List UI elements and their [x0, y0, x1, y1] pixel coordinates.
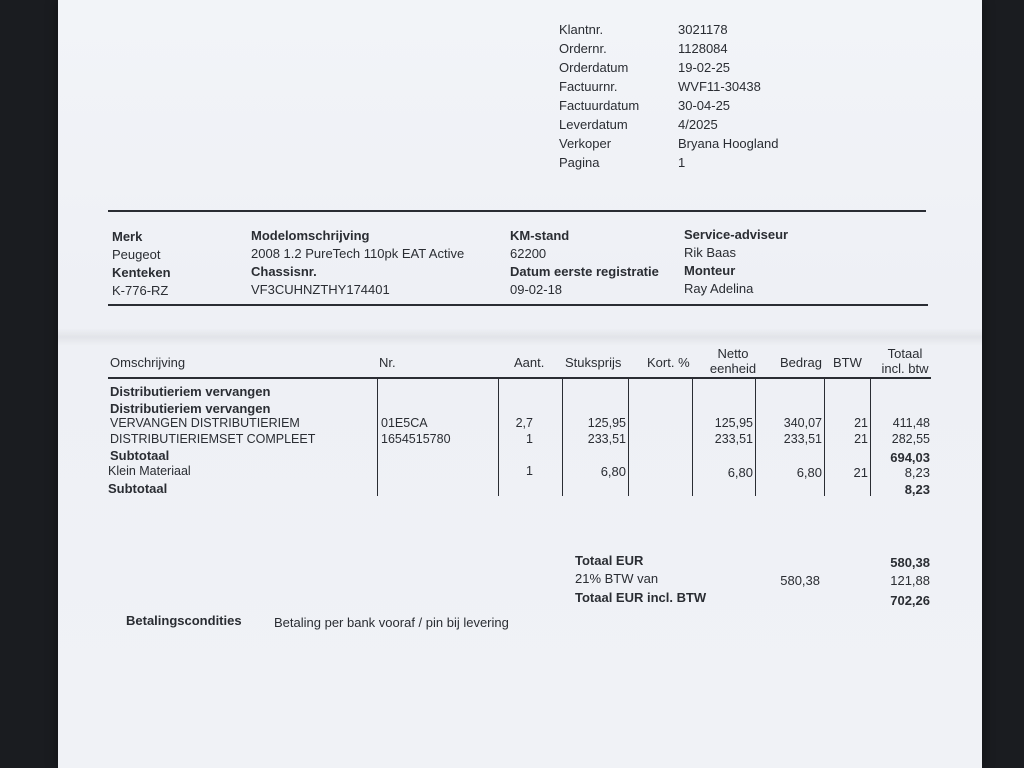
- subtotal-label: Subtotaal: [108, 481, 168, 496]
- row-unit-price: 233,51: [587, 432, 626, 446]
- group-title: Distributieriem vervangen: [110, 384, 271, 399]
- header-label: Ordernr.: [559, 41, 607, 56]
- col-sep-7: [824, 378, 825, 496]
- row-total: 411,48: [892, 416, 930, 430]
- header-value: 30-04-25: [678, 98, 731, 113]
- klein-bedrag: 6,80: [796, 465, 822, 480]
- col-stuksprijs: Stuksprijs: [565, 355, 622, 370]
- header-label: Factuurnr.: [559, 79, 618, 94]
- header-label: Pagina: [559, 155, 600, 170]
- col-totaal: [876, 346, 934, 376]
- col-sep-3: [562, 378, 563, 496]
- header-label: Leverdatum: [559, 117, 628, 132]
- vehicle-top-rule: [108, 210, 926, 212]
- col-nr: Nr.: [379, 355, 396, 370]
- col-omschrijving: Omschrijving: [110, 355, 186, 370]
- col-netto: [705, 346, 761, 376]
- group-title: Distributieriem vervangen: [110, 401, 271, 416]
- total-label: Totaal EUR: [575, 553, 644, 568]
- header-value: 1128084: [678, 41, 728, 56]
- row-part-number: 01E5CA: [381, 416, 428, 430]
- chassis-value: VF3CUHNZTHY174401: [251, 282, 390, 297]
- registration-label: Datum eerste registratie: [510, 264, 659, 279]
- row-vat: 21: [854, 432, 868, 446]
- chassis-label: Chassisnr.: [251, 264, 317, 279]
- total-incl-value: 702,26: [890, 593, 930, 608]
- row-amount: 340,07: [783, 416, 822, 430]
- vat-base: 580,38: [780, 573, 820, 588]
- header-label: Orderdatum: [559, 60, 629, 75]
- col-sep-1: [377, 378, 378, 496]
- table-header-rule: [108, 377, 931, 379]
- col-kort: Kort. %: [647, 355, 690, 370]
- col-sep-2: [498, 378, 499, 496]
- row-amount: 233,51: [783, 432, 822, 446]
- model-value: 2008 1.2 PureTech 110pk EAT Active: [251, 246, 465, 261]
- paper-fold: [58, 328, 982, 346]
- payment-value: Betaling per bank vooraf / pin bij levering: [274, 615, 509, 630]
- header-value: 4/2025: [678, 117, 718, 132]
- km-label: KM-stand: [510, 228, 570, 243]
- kenteken-label: Kenteken: [112, 265, 171, 280]
- col-totaal-line1: Totaal: [887, 346, 923, 361]
- total-incl-label: Totaal EUR incl. BTW: [575, 590, 707, 605]
- header-value: Bryana Hoogland: [678, 136, 779, 151]
- klein-desc: Klein Materiaal: [108, 464, 191, 478]
- vehicle-bottom-rule: [108, 304, 928, 306]
- klein-btw: 21: [853, 465, 868, 480]
- row-description: DISTRIBUTIERIEMSET COMPLEET: [110, 432, 316, 446]
- col-bedrag: Bedrag: [780, 355, 822, 370]
- row-vat: 21: [854, 416, 868, 430]
- vat-value: 121,88: [890, 573, 930, 588]
- klein-stuks: 6,80: [600, 464, 626, 479]
- col-netto-line2: eenheid: [709, 361, 757, 376]
- monteur-label: Monteur: [684, 263, 736, 278]
- klein-totaal: 8,23: [904, 465, 930, 480]
- col-btw: BTW: [833, 355, 862, 370]
- header-value: 19-02-25: [678, 60, 731, 75]
- monteur-value: Ray Adelina: [684, 281, 754, 296]
- col-totaal-line2: incl. btw: [881, 361, 929, 376]
- row-quantity: 2,7: [515, 416, 533, 430]
- invoice-paper: [58, 0, 982, 768]
- advisor-value: Rik Baas: [684, 245, 737, 260]
- advisor-label: Service-adviseur: [684, 227, 789, 242]
- col-aant: Aant.: [514, 355, 545, 370]
- header-label: Factuurdatum: [559, 98, 640, 113]
- header-value: 3021178: [678, 22, 728, 37]
- col-sep-8: [870, 378, 871, 496]
- header-value: WVF11-30438: [678, 79, 761, 94]
- subtotal-value: 8,23: [904, 482, 930, 497]
- col-netto-line1: Netto: [717, 346, 749, 361]
- klein-aant: 1: [526, 464, 533, 478]
- row-part-number: 1654515780: [381, 432, 451, 446]
- payment-label: Betalingscondities: [126, 613, 242, 628]
- row-net-unit: 233,51: [714, 432, 753, 446]
- col-sep-4: [628, 378, 629, 496]
- header-value: 1: [678, 155, 686, 170]
- model-label: Modelomschrijving: [251, 228, 370, 243]
- header-label: Klantnr.: [559, 22, 604, 37]
- col-sep-6: [755, 378, 756, 496]
- registration-value: 09-02-18: [510, 282, 563, 297]
- subtotal-value: 694,03: [890, 450, 930, 465]
- total-value: 580,38: [890, 555, 930, 570]
- merk-label: Merk: [112, 229, 143, 244]
- klein-netto: 6,80: [727, 465, 753, 480]
- row-net-unit: 125,95: [714, 416, 753, 430]
- kenteken-value: K-776-RZ: [112, 283, 169, 298]
- vat-label: 21% BTW van: [575, 571, 659, 586]
- row-total: 282,55: [891, 432, 930, 446]
- subtotal-label: Subtotaal: [110, 448, 170, 463]
- header-label: Verkoper: [559, 136, 612, 151]
- row-description: VERVANGEN DISTRIBUTIERIEM: [110, 416, 300, 430]
- row-quantity: 1: [526, 432, 533, 446]
- row-unit-price: 125,95: [587, 416, 626, 430]
- col-sep-5: [692, 378, 693, 496]
- merk-value: Peugeot: [112, 247, 161, 262]
- km-value: 62200: [510, 246, 547, 261]
